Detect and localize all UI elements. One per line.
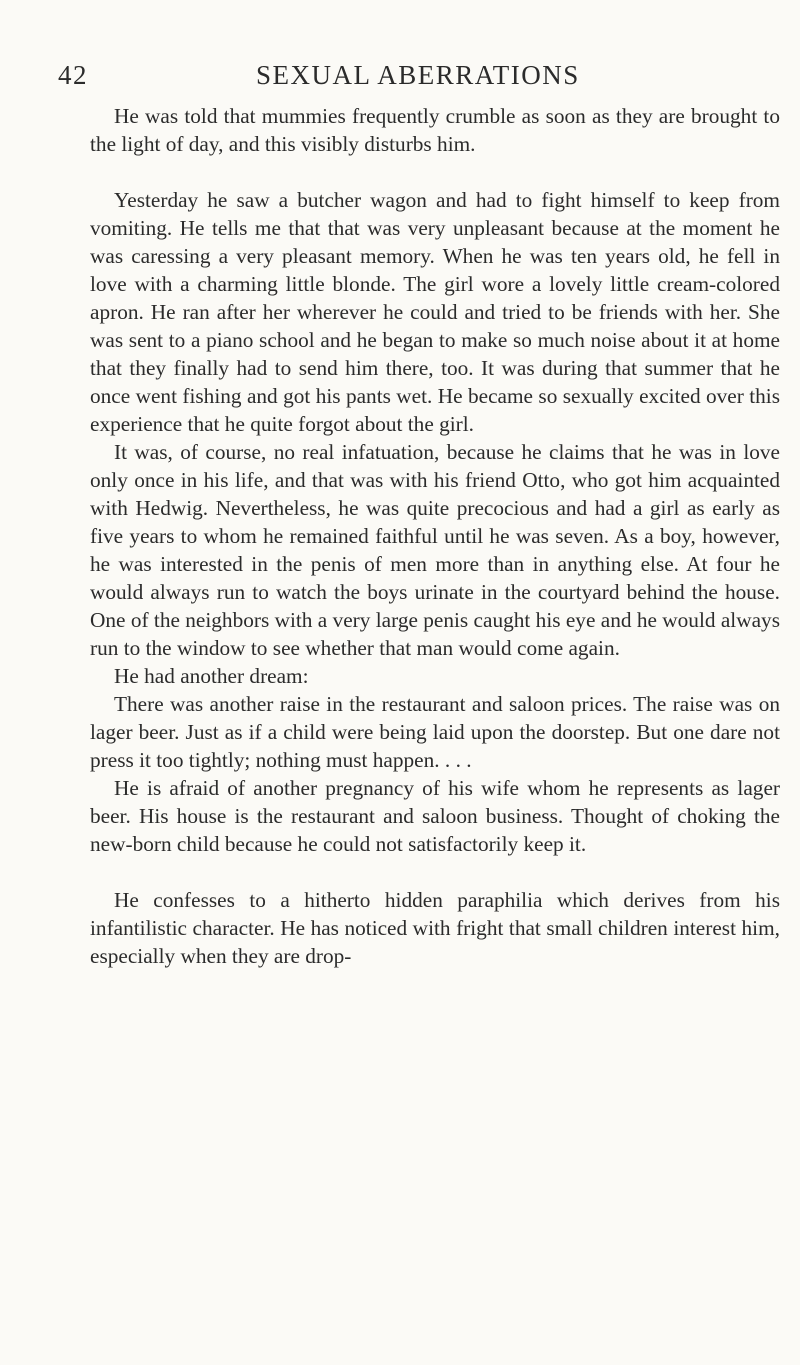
running-title: SEXUAL ABERRATIONS [256,60,580,90]
book-page [58,52,782,970]
paragraph-paraphilia: He confesses to a hitherto hidden paraphilia which derives from his infantilistic character. He has noticed with fright that small children interest him, especially when they are drop- [90,888,780,968]
paragraph-dream: There was another raise in the restaurant and saloon prices. The raise was on lager beer. Just as if a child were being laid upon the doorstep. But one dare not press it too tightly; nothing must happen. . . . [90,692,780,772]
running-head [58,52,782,92]
paragraph-dream-interpretation: He is afraid of another pregnancy of his wife whom he represents as lager beer. His house is the restaurant and saloon business. Thought of choking the new-born child because he could not satisfactorily keep it. [90,776,780,856]
paragraph-dream-intro: He had another dream: [114,664,309,688]
body-text [90,102,780,970]
paragraph-butcher-wagon: Yesterday he saw a butcher wagon and had to fight himself to keep from vomiting. He tells me that that was very unpleasant because at the moment he was caressing a very pleasant memory. When he was ten years old, he fell in love with a charming little blonde. The girl wore a lovely little cream-colored apron. He ran after her wherever he could and tried to be friends with her. She was sent to a piano school and he began to make so much noise about it at home that they finally had to send him there, too. It was during that summer that he once went fishing and got his pants wet. He became so sexually excited over this experience that he quite forgot about the girl. [90,188,780,436]
paragraph-infatuation: It was, of course, no real infatuation, because he claims that he was in love only once in his life, and that was with his friend Otto, who got him acquainted with Hedwig. Nevertheless, he was quite precocious and had a girl as early as five years to whom he remained faithful until he was seven. As a boy, however, he was interested in the penis of men more than in anything else. At four he would always run to watch the boys urinate in the courtyard behind the house. One of the neighbors with a very large penis caught his eye and he would always run to the window to see whether that man would come again. [90,440,780,660]
paragraph-mummies: He was told that mummies frequently crumble as soon as they are brought to the light of day, and this visibly disturbs him. [90,104,780,156]
page-number: 42 [58,60,88,90]
